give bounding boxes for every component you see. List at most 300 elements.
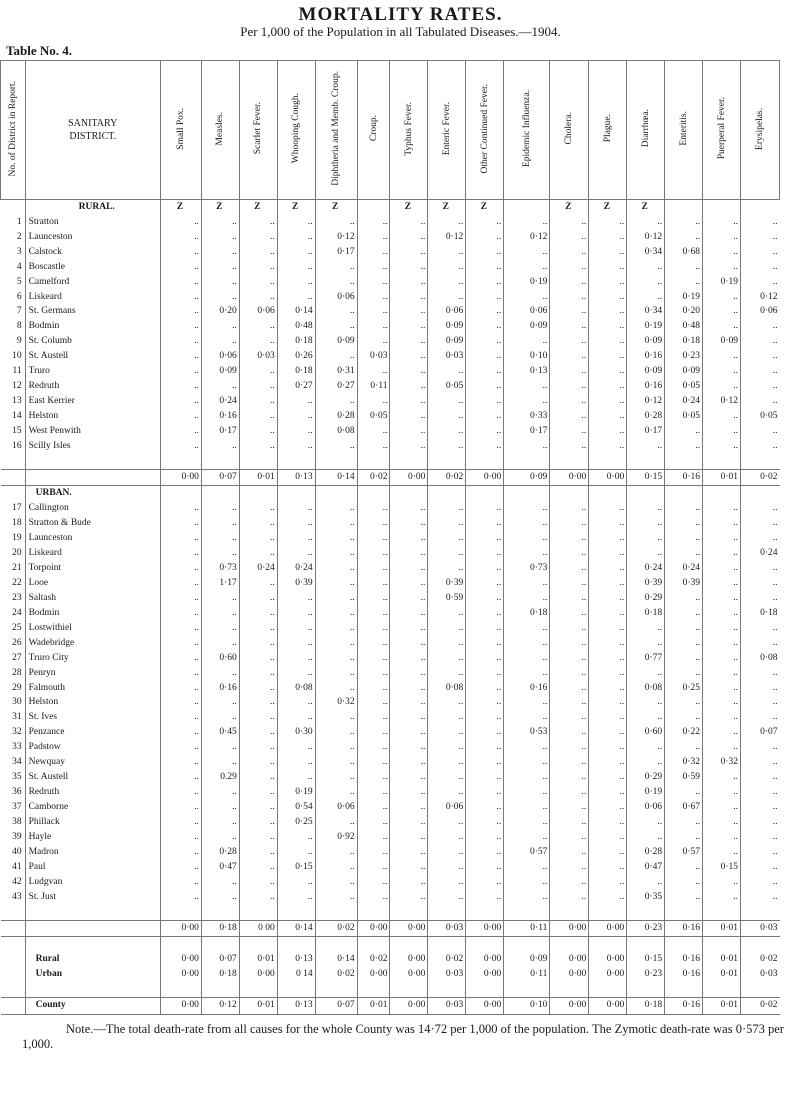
rate-cell: .. bbox=[466, 335, 504, 350]
summary-cell: 0·00 bbox=[239, 967, 277, 982]
col-header-disease: Enteric Fever. bbox=[428, 61, 466, 200]
rate-cell: .. bbox=[740, 666, 779, 681]
rate-cell: .. bbox=[390, 230, 428, 245]
rate-cell: .. bbox=[428, 890, 466, 905]
rate-cell: .. bbox=[357, 711, 390, 726]
rate-cell: .. bbox=[315, 502, 357, 517]
rate-cell: .. bbox=[239, 860, 277, 875]
rate-cell: .. bbox=[550, 215, 589, 230]
rate-cell: .. bbox=[589, 305, 627, 320]
table-row bbox=[1, 681, 780, 696]
rate-cell: .. bbox=[428, 666, 466, 681]
rate-cell: 0·57 bbox=[504, 845, 550, 860]
district-name: St. Austell bbox=[25, 350, 160, 365]
rate-cell: .. bbox=[277, 711, 315, 726]
section-title: URBAN. bbox=[25, 486, 160, 502]
rate-cell: .. bbox=[589, 785, 627, 800]
rate-cell: .. bbox=[740, 245, 779, 260]
rate-cell: .. bbox=[466, 546, 504, 561]
rate-cell: 0·77 bbox=[627, 651, 665, 666]
rate-cell: .. bbox=[466, 394, 504, 409]
rate-cell: .. bbox=[390, 621, 428, 636]
summary-cell: 0·13 bbox=[277, 952, 315, 967]
rate-cell: .. bbox=[315, 815, 357, 830]
district-name: Bodmin bbox=[25, 606, 160, 621]
zymotic-mark: Z bbox=[160, 200, 201, 216]
rate-cell: .. bbox=[550, 394, 589, 409]
rate-cell: .. bbox=[740, 424, 779, 439]
rate-cell: .. bbox=[504, 860, 550, 875]
rate-cell: 0·26 bbox=[277, 350, 315, 365]
rate-cell: .. bbox=[160, 335, 201, 350]
rate-cell: 0·09 bbox=[504, 320, 550, 335]
rate-cell: 0·29 bbox=[627, 591, 665, 606]
table-cell bbox=[277, 937, 315, 953]
rate-cell: .. bbox=[665, 875, 703, 890]
rate-cell: .. bbox=[550, 890, 589, 905]
table-cell bbox=[466, 454, 504, 470]
rate-cell: .. bbox=[428, 755, 466, 770]
district-name: Ludgvan bbox=[25, 875, 160, 890]
total-cell: 0·14 bbox=[315, 470, 357, 486]
rate-cell: .. bbox=[277, 290, 315, 305]
rate-cell: .. bbox=[390, 364, 428, 379]
district-name: Boscastle bbox=[25, 260, 160, 275]
rate-cell: .. bbox=[550, 439, 589, 454]
rate-cell: .. bbox=[740, 621, 779, 636]
rate-cell: .. bbox=[589, 335, 627, 350]
rate-cell: .. bbox=[201, 531, 239, 546]
rate-cell: .. bbox=[239, 830, 277, 845]
rate-cell: 0·45 bbox=[201, 726, 239, 741]
rate-cell: .. bbox=[466, 800, 504, 815]
rate-cell: .. bbox=[277, 606, 315, 621]
table-cell bbox=[665, 486, 703, 502]
rate-cell: .. bbox=[390, 350, 428, 365]
table-cell bbox=[390, 905, 428, 921]
rate-cell: .. bbox=[466, 845, 504, 860]
summary-cell: 0·07 bbox=[201, 952, 239, 967]
rate-cell: .. bbox=[589, 260, 627, 275]
col-header-district: SANITARY DISTRICT. bbox=[25, 61, 160, 200]
rate-cell: .. bbox=[390, 815, 428, 830]
rate-cell: .. bbox=[703, 770, 741, 785]
rate-cell: 0·17 bbox=[315, 245, 357, 260]
table-row bbox=[1, 424, 780, 439]
table-cell bbox=[390, 937, 428, 953]
rate-cell: .. bbox=[665, 785, 703, 800]
rate-cell: .. bbox=[390, 516, 428, 531]
table-cell bbox=[315, 454, 357, 470]
rate-cell: .. bbox=[589, 681, 627, 696]
rate-cell: .. bbox=[504, 815, 550, 830]
rate-cell: .. bbox=[160, 320, 201, 335]
rate-cell: .. bbox=[315, 275, 357, 290]
rate-cell: .. bbox=[160, 591, 201, 606]
zymotic-mark: Z bbox=[466, 200, 504, 216]
district-name: St. Austell bbox=[25, 770, 160, 785]
rate-cell: 0·09 bbox=[428, 335, 466, 350]
col-header-disease: Diarrhœa. bbox=[627, 61, 665, 200]
district-number: 26 bbox=[12, 637, 22, 648]
rate-cell: .. bbox=[428, 741, 466, 756]
rate-cell: .. bbox=[665, 890, 703, 905]
rate-cell: 0·16 bbox=[627, 379, 665, 394]
rate-cell: .. bbox=[703, 681, 741, 696]
rate-cell: .. bbox=[740, 591, 779, 606]
rate-cell: .. bbox=[703, 726, 741, 741]
rate-cell: 0·24 bbox=[627, 561, 665, 576]
rate-cell: .. bbox=[357, 320, 390, 335]
rate-cell: .. bbox=[315, 666, 357, 681]
rate-cell: .. bbox=[390, 830, 428, 845]
table-cell bbox=[703, 905, 741, 921]
rate-cell: 0·32 bbox=[315, 696, 357, 711]
table-cell bbox=[357, 905, 390, 921]
summary-cell: 0·01 bbox=[703, 952, 741, 967]
summary-cell: 0 14 bbox=[277, 967, 315, 982]
col-header-disease: Croup. bbox=[357, 61, 390, 200]
rate-cell: .. bbox=[466, 305, 504, 320]
rate-cell: .. bbox=[315, 860, 357, 875]
total-cell: 0·07 bbox=[201, 470, 239, 486]
rate-cell: .. bbox=[315, 741, 357, 756]
rate-cell: .. bbox=[550, 260, 589, 275]
summary-cell: 0·02 bbox=[428, 952, 466, 967]
rate-cell: 0·19 bbox=[627, 785, 665, 800]
district-name: Launceston bbox=[25, 531, 160, 546]
district-name: West Penwith bbox=[25, 424, 160, 439]
district-name: East Kerrier bbox=[25, 394, 160, 409]
rate-cell: .. bbox=[665, 215, 703, 230]
rate-cell: .. bbox=[160, 651, 201, 666]
total-cell: 0·03 bbox=[740, 920, 779, 936]
rate-cell: .. bbox=[550, 379, 589, 394]
rate-cell: .. bbox=[390, 290, 428, 305]
rate-cell: .. bbox=[740, 711, 779, 726]
page-subtitle: Per 1,000 of the Population in all Tabulated Diseases.—1904. bbox=[240, 24, 561, 39]
rate-cell: .. bbox=[239, 409, 277, 424]
rate-cell: .. bbox=[703, 845, 741, 860]
district-name: Falmouth bbox=[25, 681, 160, 696]
district-number: 18 bbox=[12, 518, 22, 529]
district-number: 6 bbox=[16, 291, 22, 302]
rate-cell: .. bbox=[589, 531, 627, 546]
rate-cell: 0·12 bbox=[627, 230, 665, 245]
total-cell: 0·00 bbox=[589, 920, 627, 936]
rate-cell: .. bbox=[589, 875, 627, 890]
rate-cell: .. bbox=[201, 320, 239, 335]
rate-cell: .. bbox=[589, 379, 627, 394]
rate-cell: .. bbox=[466, 621, 504, 636]
rate-cell: .. bbox=[357, 290, 390, 305]
rate-cell: 0·09 bbox=[428, 320, 466, 335]
rate-cell: .. bbox=[740, 860, 779, 875]
rate-cell: 0·19 bbox=[703, 275, 741, 290]
table-cell bbox=[315, 486, 357, 502]
district-number: 11 bbox=[12, 366, 22, 377]
zymotic-mark: Z bbox=[428, 200, 466, 216]
summary-cell: 0·00 bbox=[160, 952, 201, 967]
rate-cell: .. bbox=[550, 711, 589, 726]
rate-cell: .. bbox=[703, 215, 741, 230]
table-row bbox=[1, 230, 780, 245]
rate-cell: .. bbox=[740, 845, 779, 860]
rate-cell: .. bbox=[504, 666, 550, 681]
rate-cell: .. bbox=[201, 636, 239, 651]
summary-cell: 0·13 bbox=[277, 998, 315, 1015]
rate-cell: .. bbox=[665, 636, 703, 651]
rate-cell: .. bbox=[277, 755, 315, 770]
rate-cell: .. bbox=[390, 591, 428, 606]
total-cell: 0·00 bbox=[589, 470, 627, 486]
district-number: 1 bbox=[16, 216, 22, 227]
rate-cell: .. bbox=[201, 245, 239, 260]
rate-cell: .. bbox=[428, 260, 466, 275]
district-number: 42 bbox=[12, 876, 22, 887]
rate-cell: .. bbox=[589, 651, 627, 666]
rate-cell: .. bbox=[428, 245, 466, 260]
rate-cell: .. bbox=[466, 350, 504, 365]
rate-cell: .. bbox=[703, 621, 741, 636]
rate-cell: .. bbox=[703, 502, 741, 517]
rate-cell: .. bbox=[466, 726, 504, 741]
table-cell bbox=[665, 982, 703, 998]
rate-cell: .. bbox=[703, 711, 741, 726]
rate-cell: 0·24 bbox=[740, 546, 779, 561]
rate-cell: .. bbox=[201, 890, 239, 905]
rate-cell: .. bbox=[428, 875, 466, 890]
rate-cell: .. bbox=[466, 516, 504, 531]
rate-cell: .. bbox=[277, 666, 315, 681]
rate-cell: 0·24 bbox=[239, 561, 277, 576]
table-cell bbox=[357, 454, 390, 470]
rate-cell: .. bbox=[703, 230, 741, 245]
rate-cell: .. bbox=[428, 516, 466, 531]
table-cell bbox=[160, 486, 201, 502]
table-cell bbox=[466, 486, 504, 502]
rate-cell: .. bbox=[428, 785, 466, 800]
rate-cell: .. bbox=[160, 755, 201, 770]
rate-cell: .. bbox=[357, 576, 390, 591]
rate-cell: .. bbox=[357, 696, 390, 711]
summary-cell: 0·12 bbox=[201, 998, 239, 1015]
rate-cell: .. bbox=[201, 785, 239, 800]
rate-cell: .. bbox=[160, 741, 201, 756]
rate-cell: .. bbox=[160, 350, 201, 365]
rate-cell: .. bbox=[466, 785, 504, 800]
rate-cell: .. bbox=[201, 606, 239, 621]
rate-cell: 0·05 bbox=[428, 379, 466, 394]
rate-cell: 0·28 bbox=[627, 845, 665, 860]
rate-cell: .. bbox=[160, 379, 201, 394]
rate-cell: .. bbox=[504, 830, 550, 845]
summary-label: Rural bbox=[25, 952, 160, 967]
rate-cell: .. bbox=[390, 215, 428, 230]
rate-cell: .. bbox=[277, 770, 315, 785]
rate-cell: .. bbox=[160, 502, 201, 517]
rate-cell: 0·17 bbox=[627, 424, 665, 439]
rate-cell: .. bbox=[740, 890, 779, 905]
rate-cell: .. bbox=[277, 651, 315, 666]
rate-cell: 0·16 bbox=[201, 409, 239, 424]
rate-cell: .. bbox=[239, 379, 277, 394]
rate-cell: .. bbox=[550, 830, 589, 845]
table-cell bbox=[466, 905, 504, 921]
rate-cell: .. bbox=[466, 890, 504, 905]
col-header-disease: Typhus Fever. bbox=[390, 61, 428, 200]
rate-cell: .. bbox=[160, 621, 201, 636]
summary-cell: 0·07 bbox=[315, 998, 357, 1015]
rate-cell: .. bbox=[239, 424, 277, 439]
summary-cell: 0·23 bbox=[627, 967, 665, 982]
rate-cell: 0·31 bbox=[315, 364, 357, 379]
rate-cell: .. bbox=[390, 424, 428, 439]
rate-cell: .. bbox=[466, 409, 504, 424]
rate-cell: .. bbox=[201, 830, 239, 845]
rate-cell: .. bbox=[466, 860, 504, 875]
district-number: 24 bbox=[12, 607, 22, 618]
col-header-disease: Plague. bbox=[589, 61, 627, 200]
summary-cell: 0·03 bbox=[428, 967, 466, 982]
col-header-disease: Puerperal Fever. bbox=[703, 61, 741, 200]
table-cell bbox=[740, 937, 779, 953]
district-name: Stratton & Bude bbox=[25, 516, 160, 531]
rate-cell: .. bbox=[466, 875, 504, 890]
summary-cell: 0·00 bbox=[390, 967, 428, 982]
rate-cell: 0·12 bbox=[740, 290, 779, 305]
spacer-row bbox=[1, 905, 780, 921]
rate-cell: .. bbox=[589, 320, 627, 335]
rate-cell: 0·28 bbox=[627, 409, 665, 424]
rate-cell: .. bbox=[466, 439, 504, 454]
summary-cell: 0·02 bbox=[740, 998, 779, 1015]
rate-cell: .. bbox=[703, 576, 741, 591]
rate-cell: .. bbox=[428, 409, 466, 424]
rate-cell: .. bbox=[160, 290, 201, 305]
table-cell bbox=[201, 937, 239, 953]
table-row bbox=[1, 215, 780, 230]
rate-cell: .. bbox=[428, 651, 466, 666]
rate-cell: .. bbox=[428, 711, 466, 726]
table-cell bbox=[428, 454, 466, 470]
rate-cell: .. bbox=[665, 424, 703, 439]
rate-cell: .. bbox=[665, 230, 703, 245]
rate-cell: .. bbox=[589, 755, 627, 770]
table-cell bbox=[627, 937, 665, 953]
rate-cell: .. bbox=[504, 502, 550, 517]
table-row bbox=[1, 576, 780, 591]
rate-cell: .. bbox=[201, 875, 239, 890]
rate-cell: .. bbox=[160, 606, 201, 621]
rate-cell: .. bbox=[589, 350, 627, 365]
district-name: Liskeard bbox=[25, 290, 160, 305]
rate-cell: .. bbox=[627, 621, 665, 636]
rate-cell: .. bbox=[390, 394, 428, 409]
rate-cell: .. bbox=[504, 651, 550, 666]
rate-cell: .. bbox=[357, 651, 390, 666]
rate-cell: .. bbox=[239, 531, 277, 546]
rate-cell: .. bbox=[665, 666, 703, 681]
rate-cell: .. bbox=[160, 394, 201, 409]
table-cell bbox=[550, 454, 589, 470]
rate-cell: .. bbox=[390, 726, 428, 741]
table-row bbox=[1, 275, 780, 290]
table-cell bbox=[665, 937, 703, 953]
rate-cell: 0·06 bbox=[627, 800, 665, 815]
rate-cell: .. bbox=[315, 320, 357, 335]
rate-cell: .. bbox=[703, 260, 741, 275]
rate-cell: .. bbox=[550, 230, 589, 245]
rate-cell: .. bbox=[357, 260, 390, 275]
district-number: 4 bbox=[16, 261, 22, 272]
rate-cell: .. bbox=[390, 439, 428, 454]
rate-cell: .. bbox=[466, 561, 504, 576]
total-cell: 0·23 bbox=[627, 920, 665, 936]
rate-cell: .. bbox=[740, 770, 779, 785]
rate-cell: .. bbox=[357, 636, 390, 651]
rate-cell: .. bbox=[504, 290, 550, 305]
table-row bbox=[1, 621, 780, 636]
rate-cell: .. bbox=[160, 275, 201, 290]
rate-cell: .. bbox=[703, 561, 741, 576]
rate-cell: .. bbox=[703, 379, 741, 394]
rate-cell: .. bbox=[201, 379, 239, 394]
rate-cell: 0·13 bbox=[504, 364, 550, 379]
rate-cell: .. bbox=[201, 502, 239, 517]
rate-cell: 0·24 bbox=[665, 561, 703, 576]
rate-cell: .. bbox=[277, 636, 315, 651]
rate-cell: .. bbox=[466, 364, 504, 379]
total-cell: 0·02 bbox=[315, 920, 357, 936]
table-cell bbox=[201, 486, 239, 502]
rate-cell: 0·48 bbox=[277, 320, 315, 335]
district-number: 12 bbox=[12, 381, 22, 392]
rate-cell: .. bbox=[390, 305, 428, 320]
rate-cell: .. bbox=[160, 636, 201, 651]
rate-cell: .. bbox=[315, 531, 357, 546]
summary-cell: 0·02 bbox=[315, 967, 357, 982]
rate-cell: .. bbox=[466, 502, 504, 517]
rate-cell: .. bbox=[239, 875, 277, 890]
table-cell bbox=[357, 486, 390, 502]
rate-cell: .. bbox=[201, 215, 239, 230]
total-cell: 0·14 bbox=[277, 920, 315, 936]
rate-cell: .. bbox=[589, 591, 627, 606]
rate-cell: .. bbox=[160, 561, 201, 576]
rate-cell: 0·05 bbox=[665, 409, 703, 424]
district-name: Newquay bbox=[25, 755, 160, 770]
rate-cell: .. bbox=[703, 800, 741, 815]
rate-cell: 0·12 bbox=[627, 394, 665, 409]
table-row bbox=[1, 364, 780, 379]
summary-cell: 0·01 bbox=[239, 998, 277, 1015]
rate-cell: .. bbox=[277, 830, 315, 845]
rate-cell: .. bbox=[665, 860, 703, 875]
zymotic-mark bbox=[504, 200, 550, 216]
table-row bbox=[1, 860, 780, 875]
zymotic-mark bbox=[703, 200, 741, 216]
rate-cell: 0·48 bbox=[665, 320, 703, 335]
table-row bbox=[1, 561, 780, 576]
rate-cell: .. bbox=[703, 290, 741, 305]
rate-cell: 0·09 bbox=[627, 364, 665, 379]
rate-cell: .. bbox=[315, 726, 357, 741]
rate-cell: 0·18 bbox=[504, 606, 550, 621]
rate-cell: .. bbox=[504, 591, 550, 606]
rate-cell: 0·47 bbox=[627, 860, 665, 875]
rate-cell: .. bbox=[740, 681, 779, 696]
